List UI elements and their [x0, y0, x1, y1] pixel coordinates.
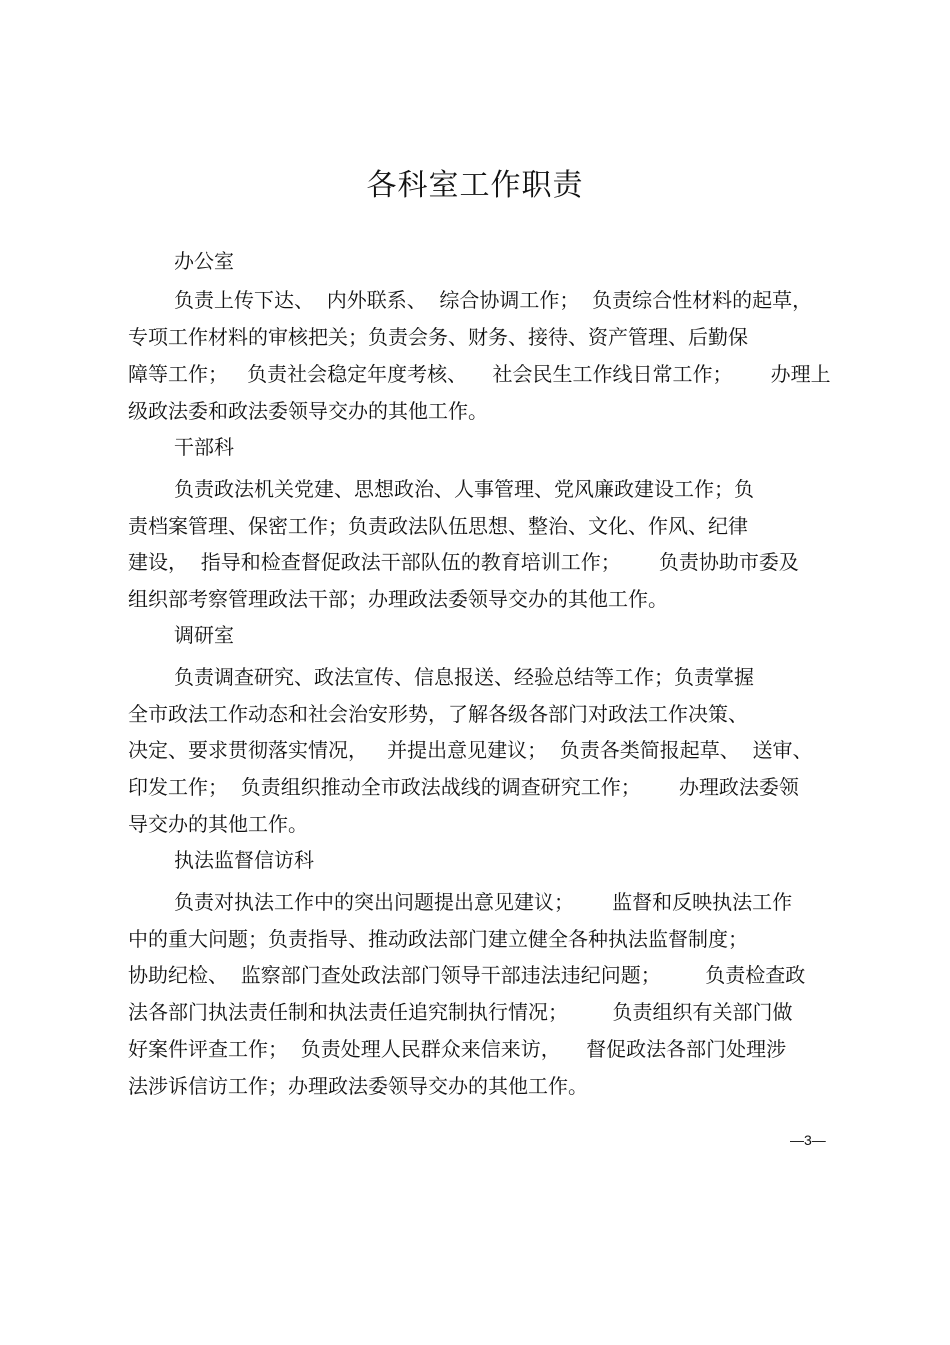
section-supervision-line: 法涉诉信访工作；办理政法委领导交办的其他工作。 — [128, 1074, 588, 1098]
section-heading-office: 办公室 — [174, 249, 234, 273]
section-research-line: 印发工作； 负责组织推动全市政法战线的调查研究工作； 办理政法委领 — [128, 775, 799, 799]
section-research-line: 负责调查研究、政法宣传、信息报送、经验总结等工作；负责掌握 — [174, 665, 754, 689]
section-heading-supervision: 执法监督信访科 — [174, 848, 314, 872]
section-research-line: 全市政法工作动态和社会治安形势，了解各级各部门对政法工作决策、 — [128, 702, 748, 726]
page-number: —3— — [790, 1132, 826, 1148]
section-supervision-line: 协助纪检、 监察部门查处政法部门领导干部违法违纪问题； 负责检查政 — [128, 963, 806, 987]
section-cadre-line: 建设， 指导和检查督促政法干部队伍的教育培训工作； 负责协助市委及 — [128, 550, 799, 574]
section-cadre-line: 负责政法机关党建、思想政治、人事管理、党风廉政建设工作；负 — [174, 477, 754, 501]
page-title: 各科室工作职责 — [366, 168, 584, 203]
section-supervision-line: 法各部门执法责任制和执法责任追究制执行情况； 负责组织有关部门做 — [128, 1000, 793, 1024]
section-cadre-line: 组织部考察管理政法干部；办理政法委领导交办的其他工作。 — [128, 587, 668, 611]
section-supervision-line: 中的重大问题；负责指导、推动政法部门建立健全各种执法监督制度； — [128, 927, 748, 951]
section-office-line: 负责上传下达、 内外联系、 综合协调工作； 负责综合性材料的起草， — [174, 288, 813, 312]
section-supervision-line: 负责对执法工作中的突出问题提出意见建议； 监督和反映执法工作 — [174, 890, 793, 914]
section-office-line: 障等工作； 负责社会稳定年度考核、 社会民生工作线日常工作； 办理上 — [128, 362, 831, 386]
section-supervision-line: 好案件评查工作； 负责处理人民群众来信来访， 督促政法各部门处理涉 — [128, 1037, 787, 1061]
section-office-line: 级政法委和政法委领导交办的其他工作。 — [128, 399, 488, 423]
section-heading-cadre: 干部科 — [174, 435, 234, 459]
section-cadre-line: 责档案管理、保密工作；负责政法队伍思想、整治、文化、作风、纪律 — [128, 514, 748, 538]
section-research-line: 决定、要求贯彻落实情况， 并提出意见建议； 负责各类简报起草、 送审、 — [128, 738, 813, 762]
section-research-line: 导交办的其他工作。 — [128, 812, 308, 836]
section-heading-research: 调研室 — [174, 623, 234, 647]
section-office-line: 专项工作材料的审核把关；负责会务、财务、接待、资产管理、后勤保 — [128, 325, 748, 349]
